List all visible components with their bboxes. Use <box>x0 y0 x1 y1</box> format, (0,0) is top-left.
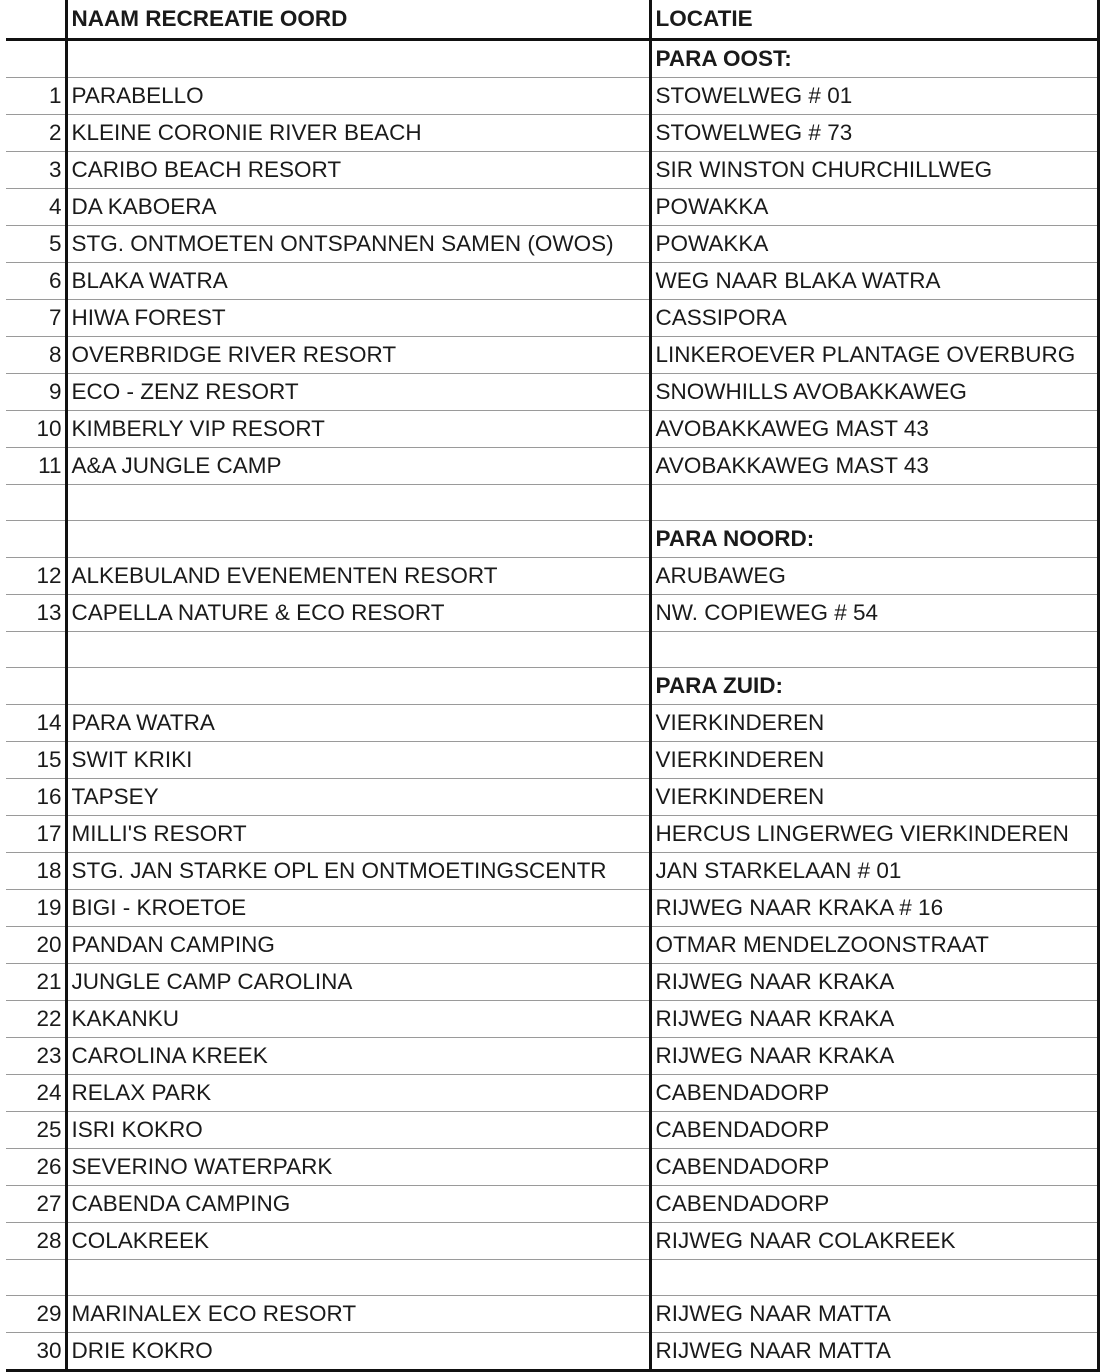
table-row <box>6 705 1098 742</box>
resort-location: JAN STARKELAAN # 01 <box>650 853 1098 890</box>
resort-location: POWAKKA <box>650 226 1098 263</box>
resort-name: ECO - ZENZ RESORT <box>66 374 650 411</box>
resort-location: WEG NAAR BLAKA WATRA <box>650 263 1098 300</box>
resort-location <box>650 632 1098 668</box>
row-number: 23 <box>6 1038 66 1075</box>
table-row <box>6 1149 1098 1186</box>
resort-name: BLAKA WATRA <box>66 263 650 300</box>
resort-name: STG. ONTMOETEN ONTSPANNEN SAMEN (OWOS) <box>66 226 650 263</box>
row-number: 26 <box>6 1149 66 1186</box>
resort-location: SNOWHILLS AVOBAKKAWEG <box>650 374 1098 411</box>
row-number <box>6 521 66 558</box>
resort-name: JUNGLE CAMP CAROLINA <box>66 964 650 1001</box>
row-number <box>6 1260 66 1296</box>
table-row <box>6 742 1098 779</box>
resort-name: KLEINE CORONIE RIVER BEACH <box>66 115 650 152</box>
resort-location: SIR WINSTON CHURCHILLWEG <box>650 152 1098 189</box>
section-row <box>6 40 1098 78</box>
resort-location: VIERKINDEREN <box>650 742 1098 779</box>
section-title: PARA ZUID: <box>650 668 1098 705</box>
row-number: 20 <box>6 927 66 964</box>
table-row <box>6 558 1098 595</box>
resort-location: CABENDADORP <box>650 1186 1098 1223</box>
resort-name: MILLI'S RESORT <box>66 816 650 853</box>
resort-location: CABENDADORP <box>650 1112 1098 1149</box>
resort-name <box>66 668 650 705</box>
resort-name: PARA WATRA <box>66 705 650 742</box>
table-row <box>6 337 1098 374</box>
row-number: 6 <box>6 263 66 300</box>
table-header-row <box>6 0 1098 40</box>
table-row <box>6 1333 1098 1371</box>
resort-name: ALKEBULAND EVENEMENTEN RESORT <box>66 558 650 595</box>
resort-location: VIERKINDEREN <box>650 705 1098 742</box>
recreation-table <box>6 0 1100 1372</box>
resort-location: HERCUS LINGERWEG VIERKINDEREN <box>650 816 1098 853</box>
row-number: 15 <box>6 742 66 779</box>
row-number: 13 <box>6 595 66 632</box>
table-row <box>6 411 1098 448</box>
section-title: PARA NOORD: <box>650 521 1098 558</box>
resort-location <box>650 1260 1098 1296</box>
resort-location: NW. COPIEWEG # 54 <box>650 595 1098 632</box>
row-number: 29 <box>6 1296 66 1333</box>
resort-location: CASSIPORA <box>650 300 1098 337</box>
row-number: 7 <box>6 300 66 337</box>
table-row <box>6 853 1098 890</box>
row-number: 10 <box>6 411 66 448</box>
table-row <box>6 1112 1098 1149</box>
resort-name: DRIE KOKRO <box>66 1333 650 1371</box>
table-row <box>6 1001 1098 1038</box>
resort-location: ARUBAWEG <box>650 558 1098 595</box>
resort-location: STOWELWEG # 73 <box>650 115 1098 152</box>
resort-name: SEVERINO WATERPARK <box>66 1149 650 1186</box>
header-number <box>6 0 66 40</box>
resort-name: ISRI KOKRO <box>66 1112 650 1149</box>
resort-name: HIWA FOREST <box>66 300 650 337</box>
header-location: LOCATIE <box>650 0 1098 40</box>
row-number: 28 <box>6 1223 66 1260</box>
row-number: 22 <box>6 1001 66 1038</box>
table-row <box>6 816 1098 853</box>
table-row <box>6 78 1098 115</box>
resort-name: MARINALEX ECO RESORT <box>66 1296 650 1333</box>
table-row <box>6 1223 1098 1260</box>
section-row <box>6 521 1098 558</box>
resort-name: COLAKREEK <box>66 1223 650 1260</box>
row-number <box>6 632 66 668</box>
resort-location: VIERKINDEREN <box>650 779 1098 816</box>
row-number: 5 <box>6 226 66 263</box>
table-row <box>6 263 1098 300</box>
resort-name: STG. JAN STARKE OPL EN ONTMOETINGSCENTR <box>66 853 650 890</box>
resort-name <box>66 40 650 78</box>
resort-name <box>66 485 650 521</box>
table-row <box>6 595 1098 632</box>
row-number: 9 <box>6 374 66 411</box>
resort-name <box>66 521 650 558</box>
resort-name: KIMBERLY VIP RESORT <box>66 411 650 448</box>
resort-name: A&A JUNGLE CAMP <box>66 448 650 485</box>
row-number: 1 <box>6 78 66 115</box>
row-number <box>6 485 66 521</box>
row-number: 24 <box>6 1075 66 1112</box>
blank-row <box>6 632 1098 668</box>
row-number <box>6 668 66 705</box>
table-row <box>6 890 1098 927</box>
resort-name: CARIBO BEACH RESORT <box>66 152 650 189</box>
table-row <box>6 1038 1098 1075</box>
resort-location: POWAKKA <box>650 189 1098 226</box>
table-row <box>6 300 1098 337</box>
table-row <box>6 1075 1098 1112</box>
resort-location: AVOBAKKAWEG MAST 43 <box>650 411 1098 448</box>
resort-name: BIGI - KROETOE <box>66 890 650 927</box>
table-row <box>6 1296 1098 1333</box>
resort-location: AVOBAKKAWEG MAST 43 <box>650 448 1098 485</box>
table-row <box>6 779 1098 816</box>
section-row <box>6 668 1098 705</box>
table-row <box>6 374 1098 411</box>
table-row <box>6 1186 1098 1223</box>
row-number: 2 <box>6 115 66 152</box>
resort-location: OTMAR MENDELZOONSTRAAT <box>650 927 1098 964</box>
row-number: 25 <box>6 1112 66 1149</box>
resort-location: RIJWEG NAAR KRAKA # 16 <box>650 890 1098 927</box>
row-number: 11 <box>6 448 66 485</box>
table-row <box>6 152 1098 189</box>
row-number <box>6 40 66 78</box>
resort-location: CABENDADORP <box>650 1149 1098 1186</box>
resort-name: CAROLINA KREEK <box>66 1038 650 1075</box>
row-number: 21 <box>6 964 66 1001</box>
header-name: NAAM RECREATIE OORD <box>66 0 650 40</box>
row-number: 27 <box>6 1186 66 1223</box>
table-row <box>6 189 1098 226</box>
table-row <box>6 226 1098 263</box>
resort-location <box>650 485 1098 521</box>
table-row <box>6 964 1098 1001</box>
row-number: 17 <box>6 816 66 853</box>
resort-location: STOWELWEG # 01 <box>650 78 1098 115</box>
resort-location: RIJWEG NAAR MATTA <box>650 1333 1098 1371</box>
resort-name: PANDAN CAMPING <box>66 927 650 964</box>
resort-location: RIJWEG NAAR KRAKA <box>650 1001 1098 1038</box>
row-number: 30 <box>6 1333 66 1371</box>
resort-name: RELAX PARK <box>66 1075 650 1112</box>
resort-name <box>66 632 650 668</box>
resort-location: RIJWEG NAAR MATTA <box>650 1296 1098 1333</box>
row-number: 12 <box>6 558 66 595</box>
row-number: 19 <box>6 890 66 927</box>
resort-name: CABENDA CAMPING <box>66 1186 650 1223</box>
row-number: 14 <box>6 705 66 742</box>
row-number: 18 <box>6 853 66 890</box>
row-number: 4 <box>6 189 66 226</box>
table-body <box>6 40 1098 1371</box>
table-row <box>6 115 1098 152</box>
resort-name: TAPSEY <box>66 779 650 816</box>
resort-name <box>66 1260 650 1296</box>
blank-row <box>6 485 1098 521</box>
blank-row <box>6 1260 1098 1296</box>
resort-location: RIJWEG NAAR COLAKREEK <box>650 1223 1098 1260</box>
row-number: 8 <box>6 337 66 374</box>
resort-name: OVERBRIDGE RIVER RESORT <box>66 337 650 374</box>
resort-name: DA KABOERA <box>66 189 650 226</box>
resort-name: KAKANKU <box>66 1001 650 1038</box>
resort-name: SWIT KRIKI <box>66 742 650 779</box>
resort-location: RIJWEG NAAR KRAKA <box>650 964 1098 1001</box>
table-row <box>6 448 1098 485</box>
row-number: 16 <box>6 779 66 816</box>
resort-location: RIJWEG NAAR KRAKA <box>650 1038 1098 1075</box>
resort-location: CABENDADORP <box>650 1075 1098 1112</box>
resort-name: PARABELLO <box>66 78 650 115</box>
resort-name: CAPELLA NATURE & ECO RESORT <box>66 595 650 632</box>
table-row <box>6 927 1098 964</box>
row-number: 3 <box>6 152 66 189</box>
section-title: PARA OOST: <box>650 40 1098 78</box>
resort-location: LINKEROEVER PLANTAGE OVERBURG <box>650 337 1098 374</box>
